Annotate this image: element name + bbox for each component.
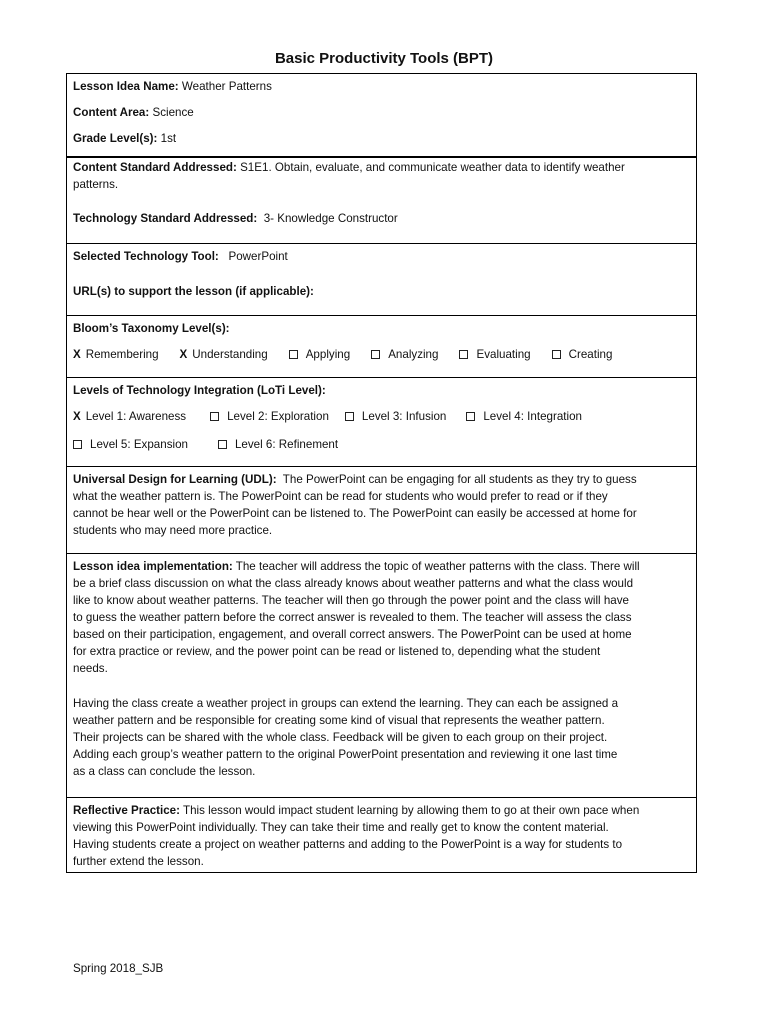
reflective-line-4: further extend the lesson. xyxy=(73,855,204,868)
implementation-label: Lesson idea implementation: xyxy=(73,560,233,573)
reflective-line-2: viewing this PowerPoint individually. They can take their time and really get to know the content material. xyxy=(73,821,609,834)
empty-checkbox-icon xyxy=(345,412,354,421)
udl-line-1: Universal Design for Learning (UDL): The PowerPoint can be engaging for all students as they try to guess xyxy=(73,473,637,486)
blooms-remembering[interactable]: X Remembering xyxy=(73,348,159,361)
content-standard-row xyxy=(73,159,690,176)
implementation-line-5: based on their participation, engagement, and overall correct answers. The PowerPoint can be used at home xyxy=(73,628,632,641)
loti-label: Levels of Technology Integration (LoTi Level): xyxy=(73,384,326,397)
implementation-line-3: like to know about weather patterns. The teacher will then go through the power point and the class will have xyxy=(73,594,629,607)
udl-section xyxy=(67,467,696,554)
page-footer: Spring 2018_SJB xyxy=(73,962,164,975)
lesson-name-row xyxy=(73,78,690,95)
implementation-line-2: be a brief class discussion on what the class already knows about weather patterns and what the class would xyxy=(73,577,634,590)
grade-level-value: 1st xyxy=(160,132,177,145)
implementation-line-4: to guess the weather pattern before the correct answer is revealed to them. The teacher will assess the class xyxy=(73,611,632,624)
reflective-label: Reflective Practice: xyxy=(73,804,180,817)
blooms-creating[interactable]: Creating xyxy=(552,346,613,363)
content-standard-value: S1E1. Obtain, evaluate, and communicate weather data to identify weather xyxy=(240,161,625,174)
empty-checkbox-icon xyxy=(459,350,468,359)
content-standard-label: Content Standard Addressed: xyxy=(73,161,237,174)
loti-level-2[interactable]: Level 2: Exploration xyxy=(210,408,329,425)
document-title: Basic Productivity Tools (BPT) xyxy=(274,50,494,67)
loti-level-3[interactable]: Level 3: Infusion xyxy=(345,408,446,425)
content-area-value: Science xyxy=(152,106,194,119)
loti-level-4[interactable]: Level 4: Integration xyxy=(466,408,582,425)
empty-checkbox-icon xyxy=(289,350,298,359)
extension-line-2: weather pattern and be responsible for creating some kind of visual that represents the weather pattern. xyxy=(73,714,605,727)
blooms-evaluating[interactable]: Evaluating xyxy=(459,346,530,363)
lesson-name-value: Weather Patterns xyxy=(181,80,272,93)
standards-section xyxy=(67,158,696,244)
checked-x-mark: X xyxy=(73,410,81,423)
lesson-info-section xyxy=(67,74,696,158)
blooms-applying[interactable]: Applying xyxy=(289,346,350,363)
loti-level-1[interactable]: X Level 1: Awareness xyxy=(73,410,187,423)
content-area-row xyxy=(73,104,690,121)
grade-level-row xyxy=(73,130,690,147)
empty-checkbox-icon xyxy=(552,350,561,359)
checked-x-mark: X xyxy=(179,348,188,361)
url-label: URL(s) to support the lesson (if applicable): xyxy=(73,285,314,298)
empty-checkbox-icon xyxy=(466,412,475,421)
content-standard-continued: patterns. xyxy=(73,178,119,191)
checked-x-mark: X xyxy=(73,348,81,361)
extension-line-3: Their projects can be shared with the whole class. Feedback will be given to each group on their project. xyxy=(73,731,608,744)
lesson-name-label: Lesson Idea Name: xyxy=(73,80,179,93)
loti-level-6[interactable]: Level 6: Refinement xyxy=(218,436,338,453)
implementation-section xyxy=(67,554,696,798)
extension-line-1: Having the class create a weather project in groups can extend the learning. They can each be assigned a xyxy=(73,697,619,710)
empty-checkbox-icon xyxy=(210,412,219,421)
empty-checkbox-icon xyxy=(371,350,380,359)
reflective-line-3: Having students create a project on weather patterns and adding to the PowerPoint is a way for students to xyxy=(73,838,623,851)
implementation-line-6: for extra practice or review, and the power point can be read or listened to, depending what the student xyxy=(73,645,601,658)
lesson-plan-form xyxy=(66,73,697,873)
reflective-practice-section xyxy=(67,798,696,873)
url-row xyxy=(73,283,690,300)
empty-checkbox-icon xyxy=(218,440,227,449)
implementation-line-7: needs. xyxy=(73,662,108,675)
blooms-checklist xyxy=(73,346,690,363)
loti-level-5[interactable]: Level 5: Expansion xyxy=(73,436,188,453)
implementation-line-1: Lesson idea implementation: The teacher will address the topic of weather patterns with the class. There will xyxy=(73,560,640,573)
technology-standard-row xyxy=(73,210,690,227)
udl-line-3: cannot be hear well or the PowerPoint can be listened to. The PowerPoint can easily be accessed at home for xyxy=(73,507,637,520)
extension-line-4: Adding each group’s weather pattern to the original PowerPoint presentation and reviewing it one last time xyxy=(73,748,618,761)
technology-tool-label: Selected Technology Tool: xyxy=(73,250,219,263)
loti-checklist-row-2 xyxy=(73,436,690,453)
technology-tool-section xyxy=(67,244,696,316)
technology-standard-value: 3- Knowledge Constructor xyxy=(263,212,398,225)
empty-checkbox-icon xyxy=(73,440,82,449)
udl-line-2: what the weather pattern is. The PowerPoint can be read for students who would prefer to read or if they xyxy=(73,490,608,503)
technology-tool-value: PowerPoint xyxy=(228,250,288,263)
content-area-label: Content Area: xyxy=(73,106,150,119)
reflective-line-1: Reflective Practice: This lesson would impact student learning by allowing them to go at their own pace when xyxy=(73,804,640,817)
extension-line-5: as a class can conclude the lesson. xyxy=(73,765,256,778)
blooms-analyzing[interactable]: Analyzing xyxy=(371,346,438,363)
blooms-taxonomy-section xyxy=(67,316,696,378)
technology-standard-label: Technology Standard Addressed: xyxy=(73,212,258,225)
grade-level-label: Grade Level(s): xyxy=(73,132,158,145)
blooms-taxonomy-label: Bloom’s Taxonomy Level(s): xyxy=(73,322,230,335)
loti-checklist-row-1 xyxy=(73,408,690,425)
blooms-understanding[interactable]: X Understanding xyxy=(179,348,268,361)
udl-label: Universal Design for Learning (UDL): xyxy=(73,473,277,486)
loti-section xyxy=(67,378,696,467)
udl-line-4: students who may need more practice. xyxy=(73,524,273,537)
technology-tool-row xyxy=(73,248,690,265)
